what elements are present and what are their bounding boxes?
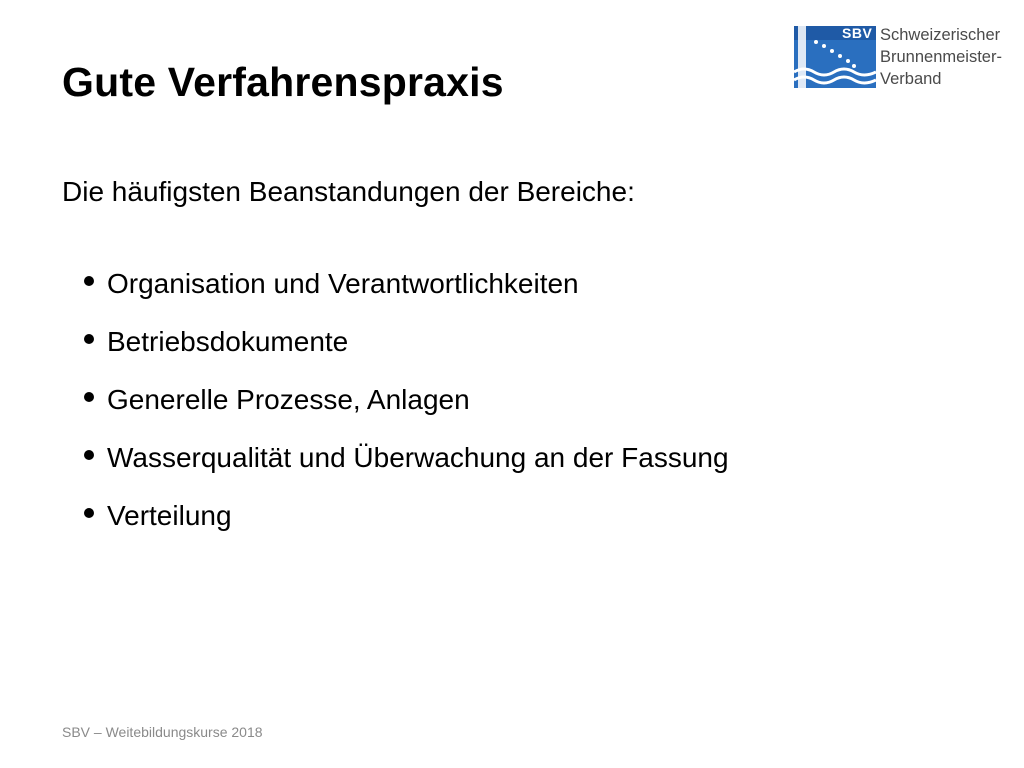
slide-subtitle: Die häufigsten Beanstandungen der Bereiche: (62, 176, 635, 207)
slide-title: Gute Verfahrenspraxis (62, 59, 504, 105)
bullet-item (80, 378, 729, 436)
bullet-item (80, 262, 729, 320)
logo-line-1: Schweizerischer (880, 26, 1001, 44)
bullet-dot (84, 508, 94, 518)
logo-line-2: Brunnenmeister- (880, 48, 1002, 66)
sbv-logo (794, 24, 1004, 94)
bullet-text: Betriebsdokumente (107, 326, 349, 357)
bullet-dot (84, 392, 94, 402)
bullet-text: Wasserqualität und Überwachung an der Fassung (107, 442, 729, 473)
logo-line-3: Verband (880, 70, 942, 88)
logo-wordmark (880, 24, 1002, 90)
bullet-text: Verteilung (107, 500, 232, 531)
bullet-item (80, 320, 729, 378)
logo-abbreviation: SBV (842, 25, 873, 41)
bullet-text: Generelle Prozesse, Anlagen (107, 384, 470, 415)
bullet-dot (84, 450, 94, 460)
bullet-item (80, 436, 729, 494)
bullet-text: Organisation und Verantwortlichkeiten (107, 268, 579, 299)
bullet-dot (84, 334, 94, 344)
bullet-list (80, 262, 729, 552)
slide-footer: SBV – Weitebildungskurse 2018 (62, 724, 263, 740)
bullet-dot (84, 276, 94, 286)
bullet-item (80, 494, 729, 552)
